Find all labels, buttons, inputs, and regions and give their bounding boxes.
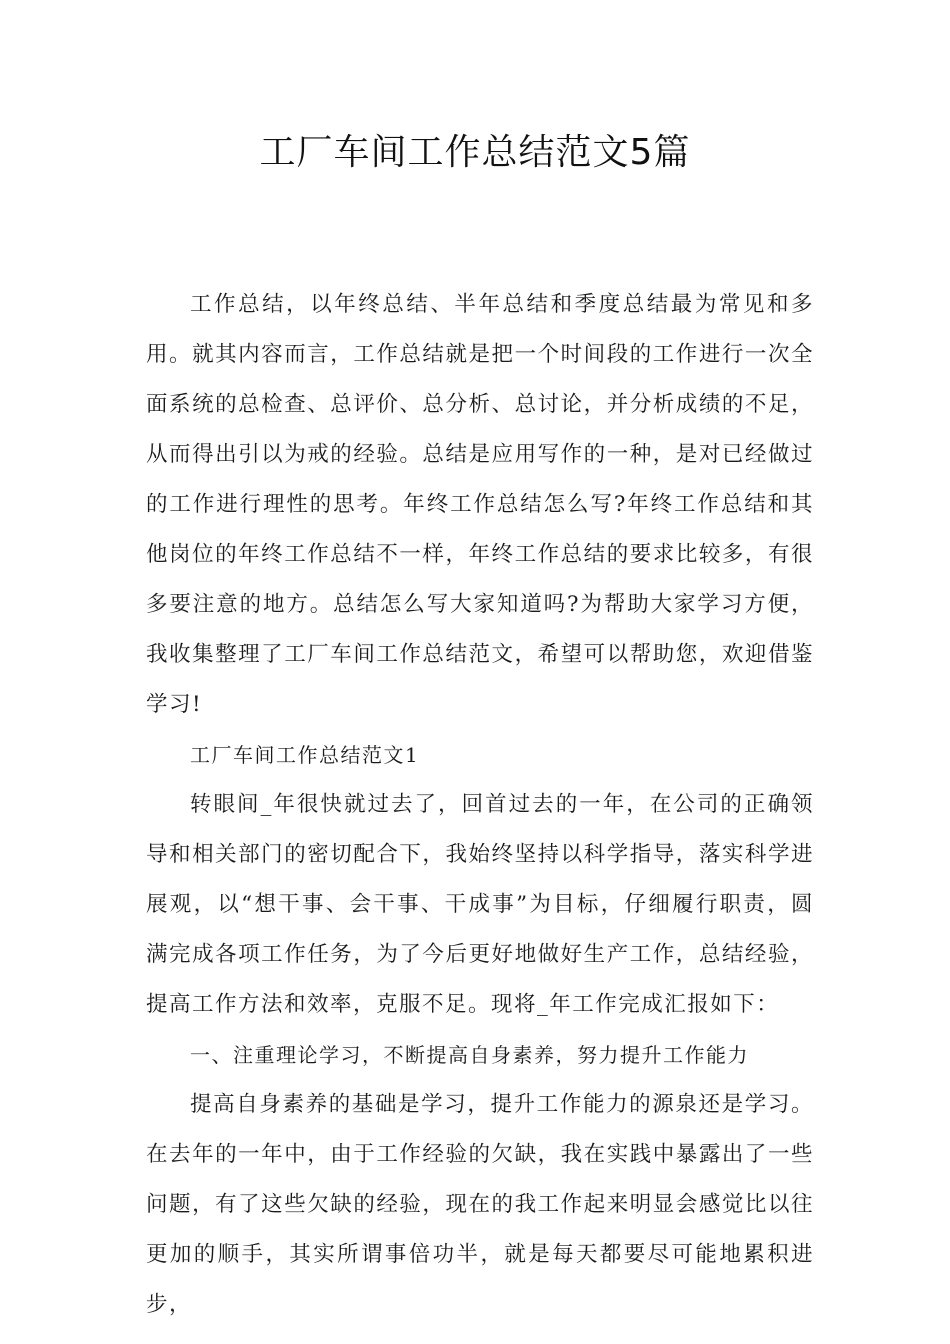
document-body (146, 280, 814, 1330)
intro-paragraph: 工作总结，以年终总结、半年总结和季度总结最为常见和多用。就其内容而言，工作总结就是把一个时间段的工作进行一次全面系统的总检查、总评价、总分析、总讨论，并分析成绩的不足，从而得出引以为戒的经验。总结是应用写作的一种，是对已经做过的工作进行理性的思考。年终工作总结怎么写?年终工作总结和其他岗位的年终工作总结不一样，年终工作总结的要求比较多，有很多要注意的地方。总结怎么写大家知道吗?为帮助大家学习方便，我收集整理了工厂车间工作总结范文，希望可以帮助您，欢迎借鉴学习! (146, 292, 814, 717)
body-paragraph: 转眼间_年很快就过去了，回首过去的一年，在公司的正确领导和相关部门的密切配合下，我始终坚持以科学指导，落实科学进展观，以“想干事、会干事、干成事”为目标，仔细履行职责，圆满完成各项工作任务，为了今后更好地做好生产工作，总结经验，提高工作方法和效率，克服不足。现将_年工作完成汇报如下： (146, 792, 814, 1017)
body-paragraph: 提高自身素养的基础是学习，提升工作能力的源泉还是学习。在去年的一年中，由于工作经验的欠缺，我在实践中暴露出了一些问题，有了这些欠缺的经验，现在的我工作起来明显会感觉比以往更加的顺手，其实所谓事倍功半，就是每天都要尽可能地累积进步， (146, 1092, 814, 1317)
section-heading-sample-1: 工厂车间工作总结范文1 (190, 743, 420, 767)
document-title: 工厂车间工作总结范文5篇 (259, 132, 691, 173)
subsection-heading-1: 一、注重理论学习，不断提高自身素养，努力提升工作能力 (190, 1043, 749, 1067)
